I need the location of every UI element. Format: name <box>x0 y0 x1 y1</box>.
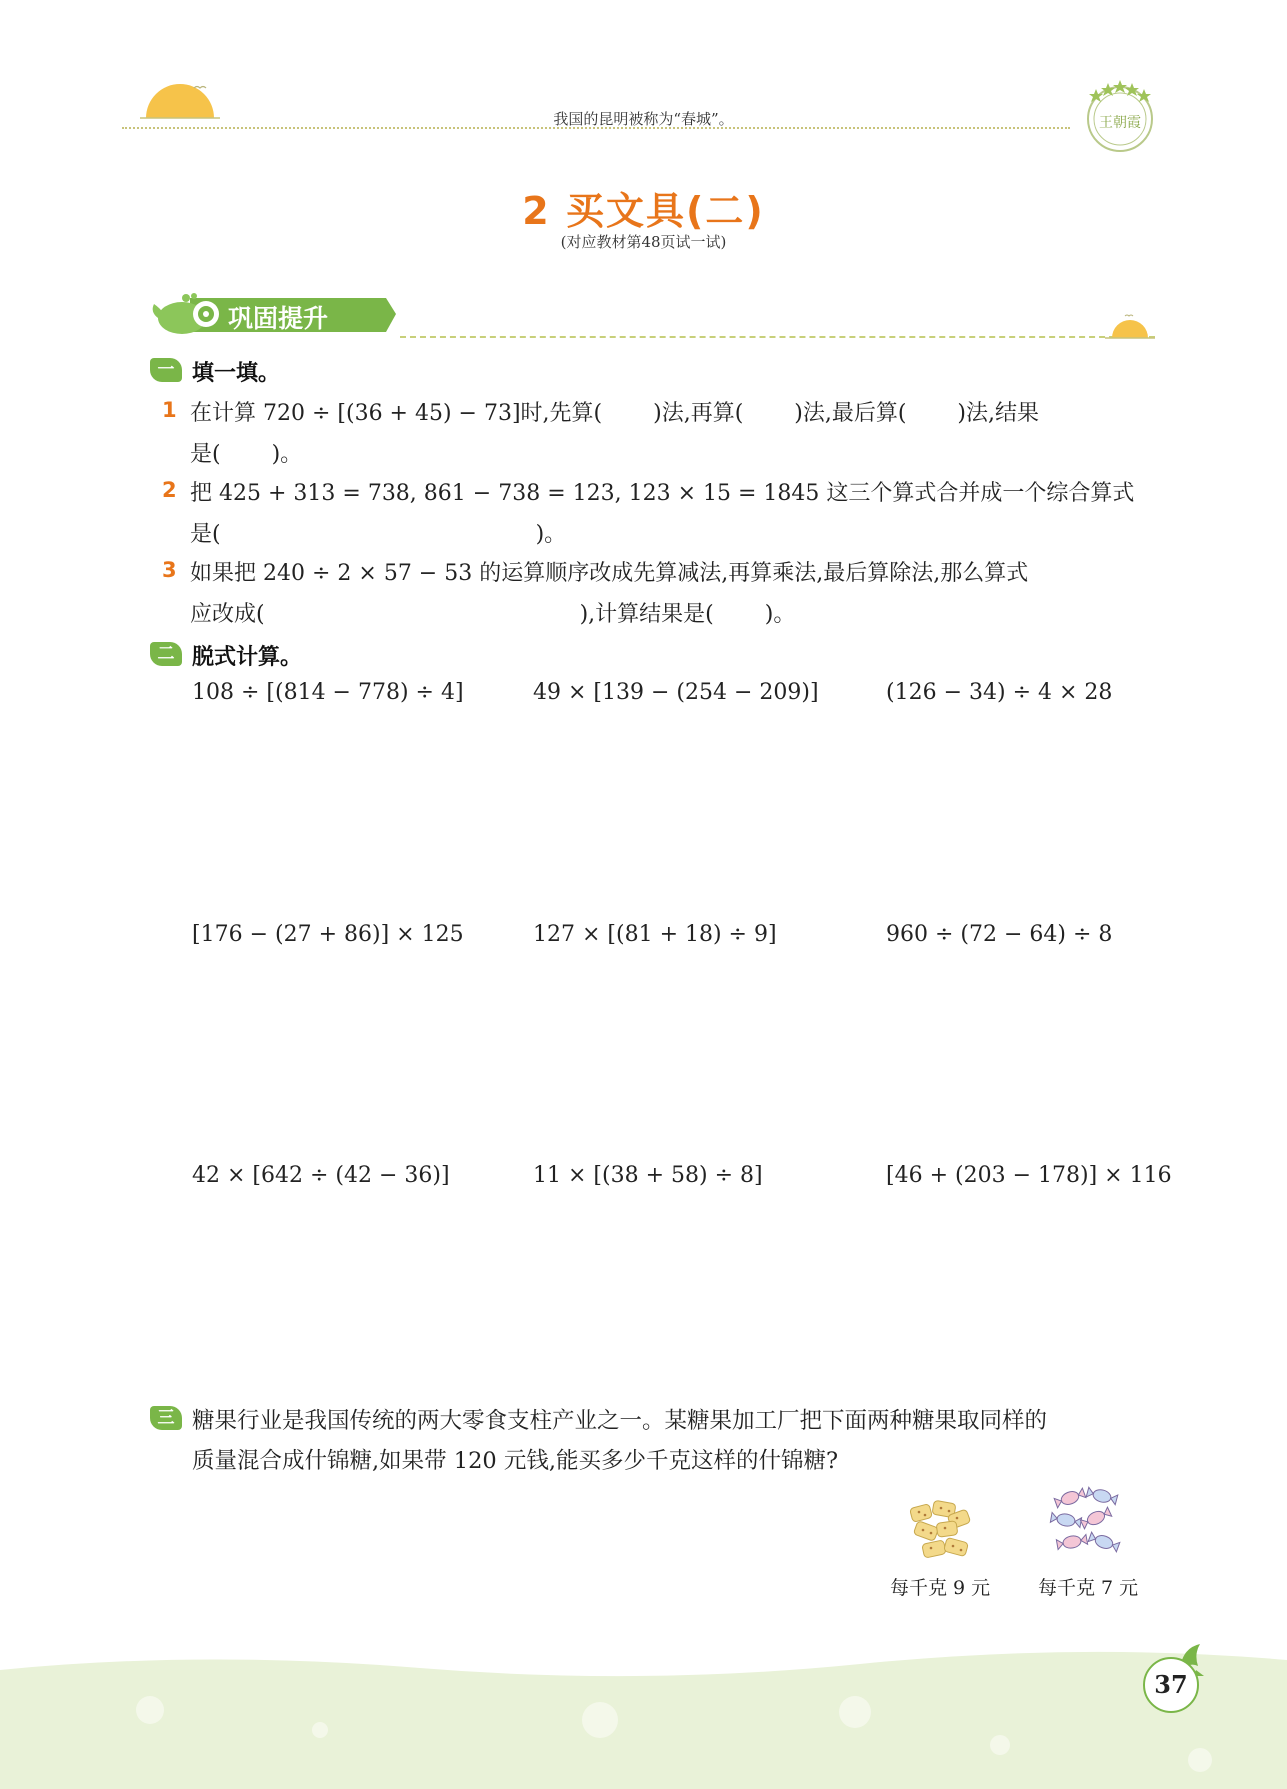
footer-wave <box>0 1650 1287 1789</box>
candy-pile-icon <box>905 1498 975 1564</box>
part-badge: 二 <box>150 642 182 666</box>
expression: 42 × [642 ÷ (42 − 36)] <box>192 1163 450 1188</box>
question-text: 如果把 240 ÷ 2 × 57 − 53 的运算顺序改成先算减法,再算乘法,最后算除法,那么算式 <box>190 561 1029 586</box>
wrapped-candy-icon <box>1048 1484 1128 1564</box>
expression: [176 − (27 + 86)] × 125 <box>192 922 464 947</box>
header-fact: 我国的昆明被称为“春城”。 <box>553 110 734 128</box>
question-text: 是( )。 <box>190 442 303 467</box>
part-3-header <box>150 1404 190 1432</box>
publisher-logo <box>1080 75 1160 155</box>
question-text: 把 425 + 313 = 738, 861 − 738 = 123, 123 × 15 = 1845 这三个算式合并成一个综合算式 <box>190 481 1135 506</box>
question-text: 在计算 720 ÷ [(36 + 45) − 73]时,先算( )法,再算( )法,最后算( )法,结果 <box>190 401 1040 426</box>
page-number: 37 <box>1143 1657 1199 1713</box>
sunrise-icon <box>1105 310 1155 340</box>
expression: 960 ÷ (72 − 64) ÷ 8 <box>886 922 1113 947</box>
expression: 49 × [139 − (254 − 209)] <box>533 680 819 705</box>
question-number: 3 <box>162 558 177 582</box>
lesson-title: 2 买文具(二) <box>522 189 765 233</box>
part-title: 填一填。 <box>192 361 281 386</box>
expression: (126 − 34) ÷ 4 × 28 <box>886 680 1113 705</box>
svg-text:王朝霞: 王朝霞 <box>1099 115 1141 131</box>
question-number: 2 <box>162 478 177 502</box>
part-badge: 三 <box>150 1406 182 1430</box>
problem-text: 糖果行业是我国传统的两大零食支柱产业之一。某糖果加工厂把下面两种糖果取同样的 <box>192 1408 1048 1434</box>
question-number: 1 <box>162 398 177 422</box>
expression: [46 + (203 − 178)] × 116 <box>886 1163 1172 1188</box>
expression: 108 ÷ [(814 − 778) ÷ 4] <box>192 680 464 705</box>
question-text: 应改成( ),计算结果是( )。 <box>190 602 796 627</box>
expression: 11 × [(38 + 58) ÷ 8] <box>533 1163 763 1188</box>
section-title: 巩固提升 <box>228 304 329 333</box>
section-divider <box>400 336 1155 338</box>
candy-price: 每千克 9 元 <box>890 1577 991 1599</box>
part-title: 脱式计算。 <box>192 645 303 670</box>
question-text: 是( )。 <box>190 522 567 547</box>
expression: 127 × [(81 + 18) ÷ 9] <box>533 922 777 947</box>
part-badge: 一 <box>150 358 182 382</box>
candy-price: 每千克 7 元 <box>1038 1577 1139 1599</box>
problem-text: 质量混合成什锦糖,如果带 120 元钱,能买多少千克这样的什锦糖? <box>192 1448 839 1474</box>
lesson-subtitle: (对应教材第48页试一试) <box>560 233 727 251</box>
